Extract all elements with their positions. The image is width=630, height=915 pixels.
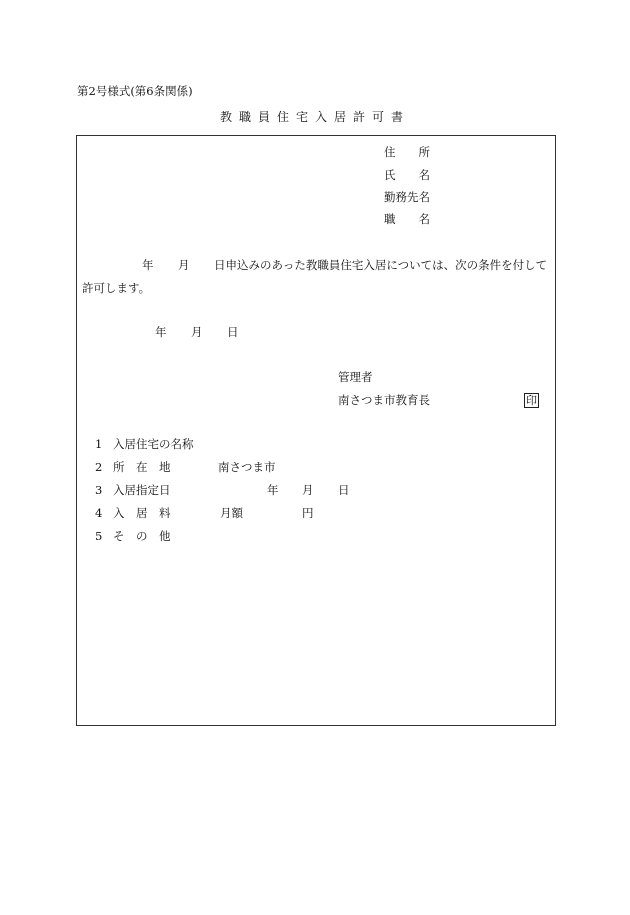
issue-year: 年 xyxy=(155,325,167,339)
condition-3-day: 日 xyxy=(338,483,350,497)
condition-1-label: 入居住宅の名称 xyxy=(113,437,194,451)
form-number: 第2号様式(第6条関係) xyxy=(77,84,193,98)
workplace-label: 勤務先名 xyxy=(384,190,430,204)
condition-3-number: 3 xyxy=(95,483,103,497)
issue-day: 日 xyxy=(227,325,239,339)
seal-mark xyxy=(524,393,539,408)
condition-2-number: 2 xyxy=(95,460,103,474)
condition-4-value: 月額 xyxy=(220,506,243,520)
administrator-name: 南さつま市教育長 xyxy=(338,393,430,407)
issue-month: 月 xyxy=(191,325,203,339)
seal-text: 印 xyxy=(526,394,537,407)
condition-3-year: 年 xyxy=(267,483,279,497)
position-label: 職 名 xyxy=(384,212,430,226)
address-label: 住 所 xyxy=(384,145,430,159)
condition-1-number: 1 xyxy=(95,437,103,451)
document-title: 教職員住宅入居許可書 xyxy=(219,110,410,124)
condition-4-unit: 円 xyxy=(302,506,314,520)
condition-3-label: 入居指定日 xyxy=(113,483,171,497)
condition-4-number: 4 xyxy=(95,506,103,520)
body-text-line1: 日申込みのあった教職員住宅入居については、次の条件を付して xyxy=(214,258,548,272)
condition-5-number: 5 xyxy=(95,529,103,543)
body-date-month: 月 xyxy=(178,258,190,272)
condition-2-value: 南さつま市 xyxy=(218,460,276,474)
body-date-year: 年 xyxy=(142,258,154,272)
name-label: 氏 名 xyxy=(384,168,430,182)
administrator-label: 管理者 xyxy=(338,370,373,384)
body-text-line2: 許可します。 xyxy=(82,281,151,295)
form-frame xyxy=(76,135,556,726)
condition-2-label: 所 在 地 xyxy=(113,460,171,474)
condition-5-label: そ の 他 xyxy=(113,529,171,543)
condition-4-label: 入 居 料 xyxy=(113,506,171,520)
condition-3-month: 月 xyxy=(302,483,314,497)
